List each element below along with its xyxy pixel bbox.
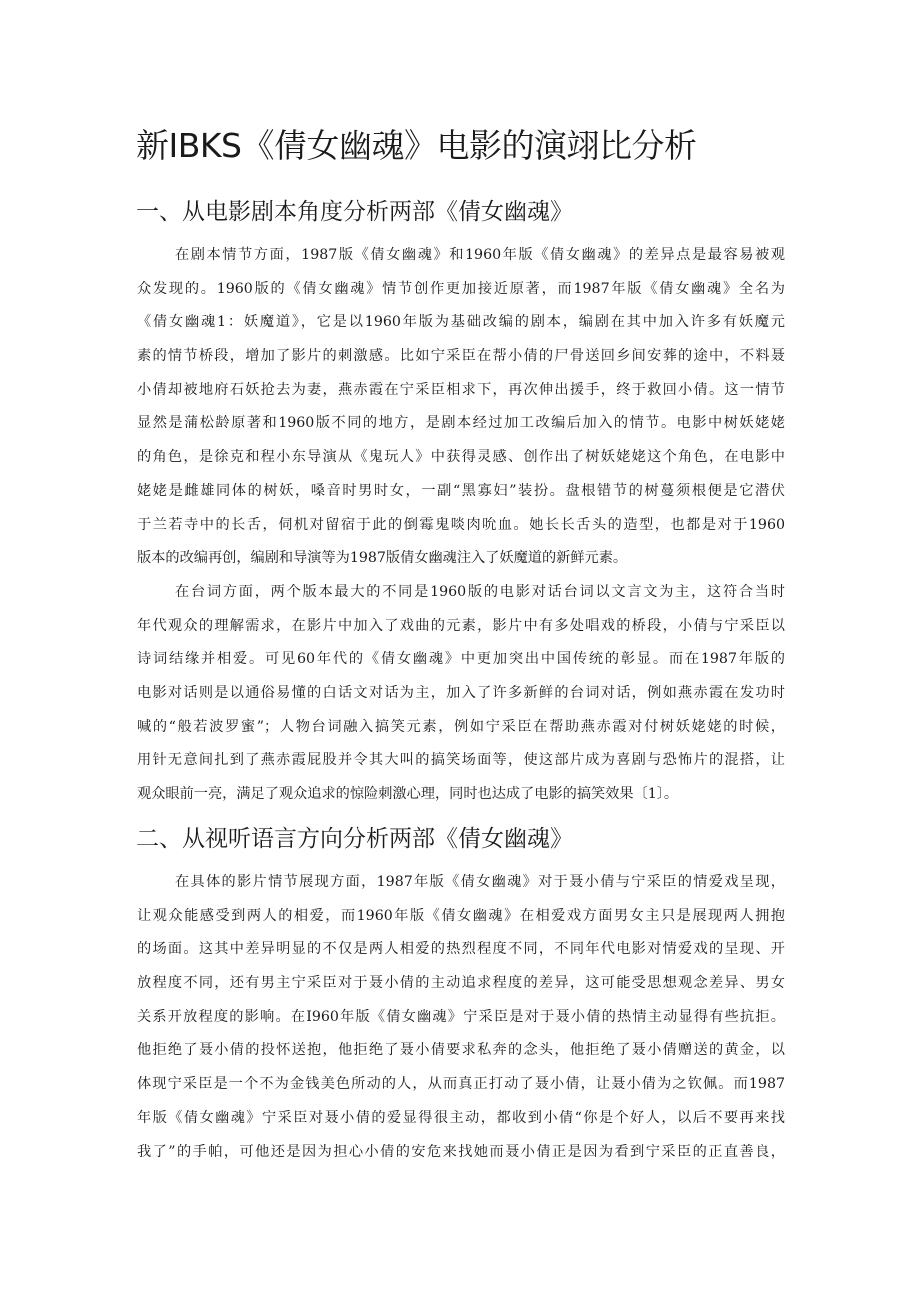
section-2-heading: 二、从视听语言方向分析两部《倩女幽魂》: [136, 826, 573, 852]
text-line: 用针无意间扎到了燕赤霞屁股并令其大叫的搞笑场面等，使这部片成为喜剧与恐怖片的混搭，让: [137, 752, 785, 769]
text-line: 年版《倩女幽魂》宁采臣对聂小倩的爱显得很主动，都收到小倩“你是个好人，以后不要再来找: [137, 1109, 785, 1126]
text-line: 体现宁采臣是一个不为金钱美色所动的人，从而真正打动了聂小倩，让聂小倩为之钦佩。而1987: [137, 1076, 785, 1093]
text-line: 喊的“般若波罗蜜”；人物台词融入搞笑元素，例如宁采臣在帮助燕赤霞对付树妖姥姥的时候，: [137, 718, 785, 735]
text-line: 他拒绝了聂小倩的投怀送抱，他拒绝了聂小倩要求私奔的念头，他拒绝了聂小倩赠送的黄金，以: [137, 1042, 785, 1059]
text-line: 关系开放程度的影响。在I960年版《倩女幽魂》宁采臣是对于聂小倩的热情主动显得有些抗拒。: [137, 1008, 785, 1025]
text-line: 在台词方面，两个版本最大的不同是1960版的电影对话台词以文言文为主，这符合当时: [175, 584, 785, 600]
text-line: 电影对话则是以通俗易懂的白话文对话为主，加入了许多新鲜的台词对话，例如燕赤霞在发功时: [137, 685, 785, 702]
text-line: 于兰若寺中的长舌，伺机对留宿于此的倒霉鬼啖肉吮血。她长长舌头的造型，也都是对于1960: [137, 516, 785, 533]
text-line: 显然是蒲松龄原著和1960版不同的地方，是剧本经过加工改编后加入的情节。电影中树妖姥姥: [137, 415, 785, 432]
text-line: 《倩女幽魂1：妖魔道》，它是以1960年版为基础改编的剧本，编剧在其中加入许多有妖魔元: [137, 314, 785, 331]
text-line: 在具体的影片情节展现方面，1987年版《倩女幽魂》对于聂小倩与宁采臣的情爱戏呈现，: [175, 874, 785, 890]
text-line: 观众眼前一亮，满足了观众追求的惊险刺激心理，同时也达成了电影的搞笑效果〔1〕。: [137, 786, 679, 803]
section-1-heading: 一、从电影剧本角度分析两部《倩女幽魂》: [136, 199, 573, 225]
text-line: 让观众能感受到两人的相爱，而1960年版《倩女幽魂》在相爱戏方面男女主只是展现两人拥抱: [137, 907, 785, 924]
text-line: 的场面。这其中差异明显的不仅是两人相爱的热烈程度不同，不同年代电影对情爱戏的呈现、开: [137, 941, 785, 958]
text-line: 我了”的手帕，可他还是因为担心小倩的安危来找她而聂小倩正是因为看到宁采臣的正直善良，: [137, 1143, 785, 1160]
section-1-paragraph-1: [137, 239, 785, 576]
text-line: 在剧本情节方面，1987版《倩女幽魂》和1960年版《倩女幽魂》的差异点是最容易被观: [175, 247, 785, 263]
document-title: 新IBKS《倩女幽魂》电影的演翊比分析: [136, 126, 697, 165]
text-line: 年代观众的理解需求，在影片中加入了戏曲的元素，影片中有多处唱戏的桥段，小倩与宁采臣以: [137, 617, 785, 634]
text-line: 的角色，是徐克和程小东导演从《鬼玩人》中获得灵感、创作出了树妖姥姥这个角色，在电影中: [137, 449, 785, 466]
text-line: 小倩却被地府石妖抢去为妻，燕赤霞在宁采臣相求下，再次伸出援手，终于救回小倩。这一情节: [137, 381, 785, 398]
text-line: 诗词结缘并相爱。可见60年代的《倩女幽魂》中更加突出中国传统的彰显。而在1987年版的: [137, 651, 785, 668]
text-line: 素的情节桥段，增加了影片的刺激感。比如宁采臣在帮小倩的尸骨送回乡间安葬的途中，不料聂: [137, 348, 785, 365]
section-2-paragraph-1: [137, 866, 785, 1169]
text-line: 版本的改编再创，编剧和导演等为1987版倩女幽魂注入了妖魔道的新鲜元素。: [137, 550, 628, 567]
text-line: 放程度不同，还有男主宁采臣对于聂小倩的主动追求程度的差异，这可能受思想观念差异、男女: [137, 975, 785, 992]
text-line: 众发现的。1960版的《倩女幽魂》情节创作更加接近原著，而1987年版《倩女幽魂》全名为: [137, 280, 785, 297]
text-line: 姥姥是雌雄同体的树妖，嗓音时男时女，一副“黑寡妇”装扮。盘根错节的树蔓须根便是它潜伏: [137, 482, 785, 499]
section-1-paragraph-2: [137, 576, 785, 812]
